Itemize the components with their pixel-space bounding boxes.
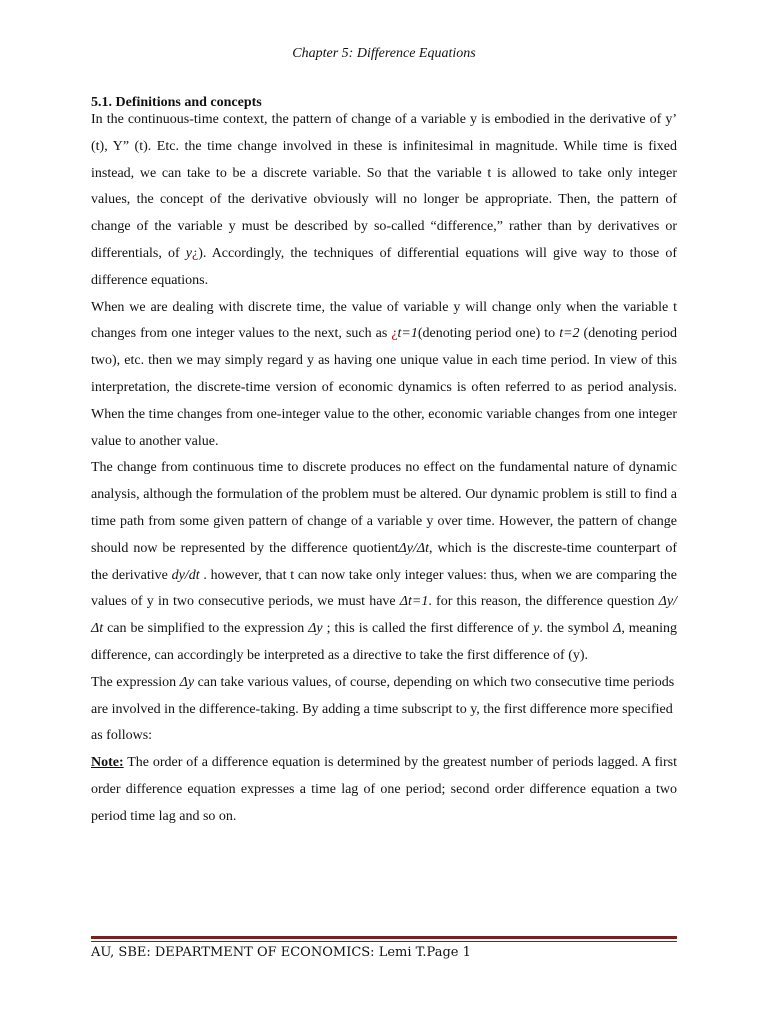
text-run: can be simplified to the expression [103,621,309,637]
text-run: When we are dealing with discrete time, the value of variable y will change only when the variable t changes from one integer values to the next, such as [91,299,677,342]
text-run: ; this is called the first difference of [322,621,534,637]
document-body [91,107,677,831]
math-inline: t=1 [397,326,418,342]
text-run: . for this reason, the difference question [428,594,659,610]
paragraph-note [91,750,677,830]
math-inline: Δt=1 [399,594,429,610]
paragraph-difference-quotient [91,455,677,669]
page-footer: AU, SBE: DEPARTMENT OF ECONOMICS: Lemi T.Page 1 [91,945,471,960]
note-text: The order of a difference equation is determined by the greatest number of periods lagged. A first order difference equation expresses a time lag of one period; second order difference equation a two period time lag and so on. [91,755,677,824]
page-header-title: Chapter 5: Difference Equations [292,46,476,61]
math-inline: Δy [308,621,323,637]
text-run: The expression [91,674,180,690]
text-run: can take various values, of course, depending on which two consecutive time periods are involved in the difference-taking. By adding a time subscript to y, the first difference more specified as follows: [91,674,675,744]
math-inline: Δ [613,621,622,637]
math-glyph-artifact: ¿ [191,245,199,261]
paragraph-expression [91,670,677,750]
math-inline: y [533,621,540,637]
text-run: . the symbol [539,621,614,637]
math-inline: dy/dt [171,567,200,583]
text-run: (denoting period two), etc. then we may simply regard y as having one unique value in each time period. In view of this interpretation, the discrete-time version of economic dynamics is often referred to as period analysis. When the time changes from one-integer value to the other, economic variable changes from one integer value to another value. [91,326,678,449]
text-run: . however, that t can now take only integer values: thus, when we are comparing the values of y in two consecutive periods, we must have [91,567,678,610]
footer-rule-thin [91,941,677,942]
text-run: (denoting period one) to [417,326,560,342]
note-label: Note: [91,755,124,771]
text-run: The change from continuous time to discrete produces no effect on the fundamental nature of dynamic analysis, although the formulation of the problem must be altered. Our dynamic problem is still to find a time path from some given pattern of change of a variable y over time. However, the pattern of change should now be represented by the difference quotient [91,460,677,556]
math-inline: t=2 [559,326,580,342]
text-run: ). Accordingly, the techniques of differential equations will give way to those of difference equations. [91,245,677,288]
text-run: , meaning difference, can accordingly be interpreted as a directive to take the first difference of (y). [91,621,677,663]
section-heading: 5.1. Definitions and concepts [91,95,262,110]
paragraph-continuous-time [91,107,677,295]
text-run: In the continuous-time context, the pattern of change of a variable y is embodied in the derivative of y’ (t), Y” (t). Etc. the time change involved in these is infinitesimal in magnitude. While time is fixed instead, we can take to be a discrete variable. So that the variable t is allowed to take only integer values, the concept of the derivative obviously will no longer be appropriate. Then, the pattern of change of the variable y must be described by so-called “difference,” rather than by derivatives or differentials, of [91,112,677,261]
footer-rule-thick [91,936,677,939]
math-inline: Δy/Δt [91,594,677,637]
paragraph-discrete-time [91,295,677,456]
math-inline: Δy/Δt [398,540,429,556]
math-inline: y [185,245,192,261]
math-inline: Δy [179,674,195,690]
text-run: , which is the discreste-time counterpart of the derivative [91,540,677,583]
math-glyph-artifact: ¿ [391,326,398,342]
